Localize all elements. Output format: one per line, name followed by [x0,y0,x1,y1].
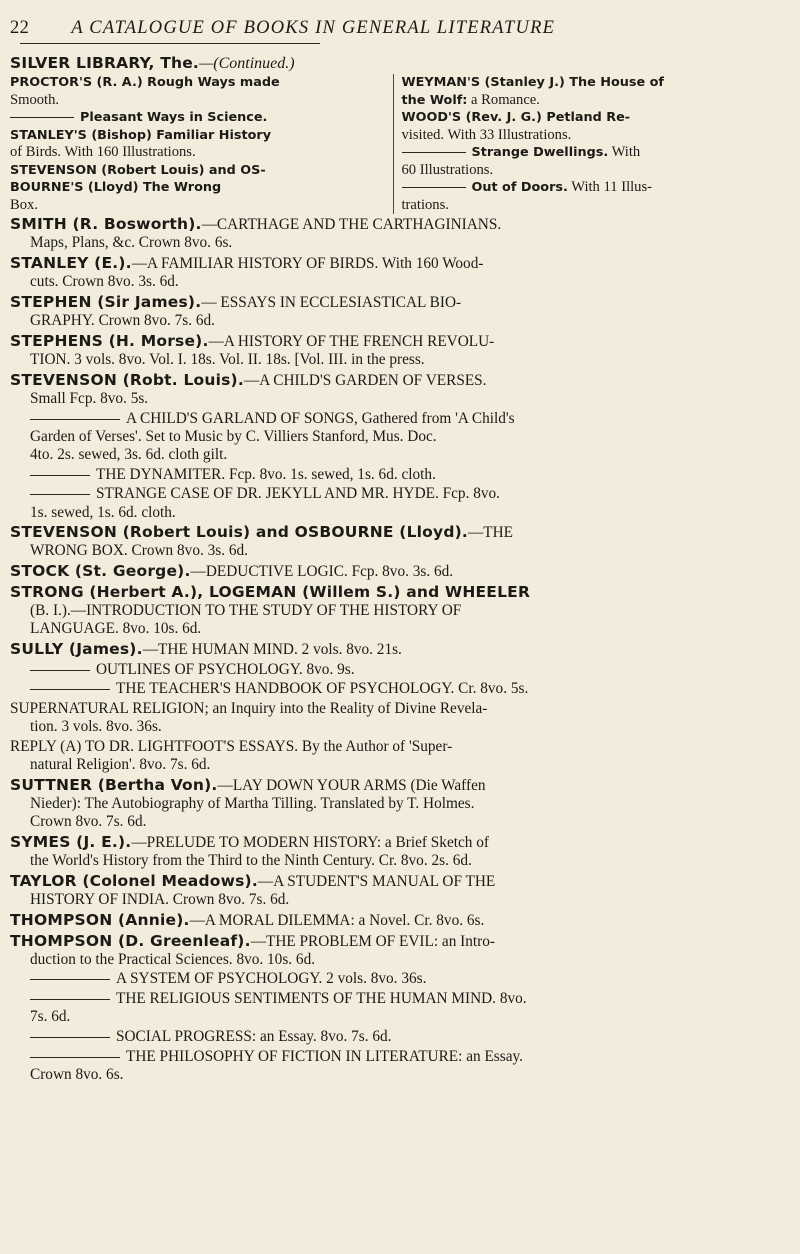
silver-entry-text: trations. [401,196,449,213]
entry-line [10,951,776,969]
entry-text: —DEDUCTIVE LOGIC. Fcp. 8vo. 3s. 6d. [190,563,454,581]
catalogue-entries [10,215,776,1084]
header-rule [20,43,320,44]
entry-text: —PRELUDE TO MODERN HISTORY: a Brief Sketch of [131,834,489,851]
silver-entry-line [10,74,385,92]
entry-text: GRAPHY. Crown 8vo. 7s. 6d. [30,312,216,330]
entry-line [10,680,776,698]
catalogue-entry [10,562,776,581]
entry-line [10,332,776,351]
silver-entry-name: WOOD'S (Rev. J. G.) Petland Re- [401,110,631,125]
silver-entry-text: of Birds. With 160 Illustrations. [10,144,196,160]
catalogue-entry [10,215,776,252]
entry-line [10,738,776,756]
silver-entry-line [10,197,385,215]
entry-text: —THE [467,524,514,542]
silver-entry-name: BOURNE'S (Lloyd) The Wrong [10,180,222,195]
entry-line [10,640,776,659]
catalogue-entry [10,1048,776,1084]
catalogue-entry [10,523,776,560]
entry-line [10,390,776,408]
entry-line [10,351,776,369]
entry-line [10,756,776,774]
entry-text: THE TEACHER'S HANDBOOK OF PSYCHOLOGY. Cr. 8vo. 5s. [116,680,529,698]
silver-entry-text: With 11 Illus- [567,179,653,195]
entry-author: STEPHENS (H. Morse). [10,331,209,350]
entry-text: SOCIAL PROGRESS: an Essay. 8vo. 7s. 6d. [116,1028,392,1046]
entry-text: THE RELIGIOUS SENTIMENTS OF THE HUMAN MIND. 8vo. [116,990,527,1008]
catalogue-entry [10,410,776,465]
ditto-rule [30,979,110,980]
entry-line [10,504,776,522]
entry-text: —A MORAL DILEMMA: a Novel. Cr. 8vo. 6s. [189,911,485,929]
catalogue-entry [10,872,776,909]
silver-entry-text: visited. With 33 Illustrations. [401,126,572,143]
entry-text: THE DYNAMITER. Fcp. 8vo. 1s. sewed, 1s. 6d. cloth. [96,465,436,483]
entry-line [10,428,776,446]
silver-entry-line [10,179,385,197]
silver-entry-line [402,109,777,127]
entry-text: 1s. sewed, 1s. 6d. cloth. [30,503,176,521]
entry-line [10,872,776,891]
entry-line [10,833,776,852]
entry-text: cuts. Crown 8vo. 3s. 6d. [30,273,179,291]
entry-line [10,1066,776,1084]
catalogue-entry [10,1028,776,1046]
entry-text: natural Religion'. 8vo. 7s. 6d. [30,756,211,774]
entry-line [10,466,776,484]
entry-text: the World's History from the Third to the Ninth Century. Cr. 8vo. 2s. 6d. [30,852,472,870]
entry-text: —THE PROBLEM OF EVIL: an Intro- [250,932,495,950]
silver-entry-name: the Wolf: [401,92,468,108]
entry-line [10,542,776,560]
running-title: A CATALOGUE OF BOOKS IN GENERAL LITERATURE [71,18,556,38]
silver-entry-line [402,179,777,197]
catalogue-entry [10,332,776,369]
entry-text: HISTORY OF INDIA. Crown 8vo. 7s. 6d. [30,891,290,909]
entry-line [10,602,776,620]
entry-line [10,485,776,503]
entry-text: THE PHILOSOPHY OF FICTION IN LITERATURE: an Essay. [126,1047,523,1065]
silver-left-column [10,74,393,214]
entry-author: THOMPSON (Annie). [10,910,190,929]
silver-entry-name: WEYMAN'S (Stanley J.) The House of [401,75,664,90]
catalogue-entry [10,466,776,484]
entry-text: —A FAMILIAR HISTORY OF BIRDS. With 160 Wood- [131,254,484,272]
entry-text: (B. I.).—INTRODUCTION TO THE STUDY OF THE HISTORY OF [30,602,462,620]
continued-note: —(Continued.) [199,55,295,72]
silver-entry-line [10,92,385,110]
entry-text: TION. 3 vols. 8vo. Vol. I. 18s. Vol. II. 18s. [Vol. III. in the press. [30,350,425,368]
ditto-rule [30,999,110,1000]
entry-text: Crown 8vo. 7s. 6d. [30,813,147,831]
entry-text: OUTLINES OF PSYCHOLOGY. 8vo. 9s. [96,660,355,678]
ditto-rule [30,689,110,690]
entry-text: 4to. 2s. sewed, 3s. 6d. cloth gilt. [30,445,228,463]
catalogue-entry [10,738,776,774]
entry-line [10,911,776,930]
ditto-rule [30,670,90,671]
entry-author: SYMES (J. E.). [10,833,132,851]
silver-entry-name: STEVENSON (Robert Louis) and OS- [10,162,266,178]
ditto-rule [30,494,90,495]
entry-text: 7s. 6d. [30,1008,71,1026]
silver-entry-line [402,144,777,162]
entry-author: SUTTNER (Bertha Von). [10,775,218,794]
entry-line [10,795,776,813]
silver-entry-line [10,144,385,162]
silver-entry-text: Box. [10,196,38,213]
silver-library-title: SILVER LIBRARY, The. [10,54,200,72]
entry-author: THOMPSON (D. Greenleaf). [10,931,251,950]
entry-line [10,312,776,330]
entry-text: Crown 8vo. 6s. [30,1065,124,1083]
catalogue-entry [10,640,776,659]
entry-text: —A CHILD'S GARDEN OF VERSES. [243,371,487,389]
ditto-rule [30,475,90,476]
entry-line [10,410,776,428]
entry-line [10,813,776,831]
catalogue-entry [10,911,776,930]
catalogue-entry [10,990,776,1026]
entry-line [10,234,776,252]
catalogue-entry [10,371,776,408]
entry-text: REPLY (A) TO DR. LIGHTFOOT'S ESSAYS. By the Author of 'Super- [10,737,453,755]
entry-line [10,620,776,638]
catalogue-entry [10,700,776,736]
entry-line [10,776,776,795]
silver-entry-name: Strange Dwellings. [471,145,609,160]
entry-line [10,970,776,988]
silver-entry-line [402,127,777,145]
entry-line [10,523,776,542]
entry-author: STOCK (St. George). [10,562,191,581]
entry-line [10,254,776,273]
catalogue-entry [10,680,776,698]
entry-text: —A HISTORY OF THE FRENCH REVOLU- [208,332,495,350]
catalogue-entry [10,833,776,870]
silver-entry-text: a Romance. [467,91,540,108]
silver-entry-name: STANLEY'S (Bishop) Familiar History [10,127,272,143]
entry-text: duction to the Practical Sciences. 8vo. 10s. 6d. [30,950,316,968]
silver-entry-name: Pleasant Ways in Science. [80,110,268,125]
entry-text: —LAY DOWN YOUR ARMS (Die Waffen [217,776,486,794]
entry-author: STEPHEN (Sir James). [10,292,202,311]
entry-author: STEVENSON (Robt. Louis). [10,370,244,389]
entry-text: Nieder): The Autobiography of Martha Tilling. Translated by T. Holmes. [30,795,475,813]
entry-line [10,371,776,390]
entry-author: STANLEY (E.). [10,253,132,272]
entry-line [10,583,776,602]
entry-text: LANGUAGE. 8vo. 10s. 6d. [30,620,202,638]
catalogue-entry [10,293,776,330]
entry-line [10,990,776,1008]
entry-text: —CARTHAGE AND THE CARTHAGINIANS. [201,216,502,233]
entry-line [10,1048,776,1066]
entry-line [10,1008,776,1026]
ditto-rule [402,187,466,188]
page-number: 22 [10,18,30,38]
entry-line [10,215,776,234]
catalogue-entry [10,254,776,291]
silver-entry-name: PROCTOR'S (R. A.) Rough Ways made [10,75,280,90]
entry-text: Maps, Plans, &c. Crown 8vo. 6s. [30,234,233,252]
entry-line [10,562,776,581]
entry-line [10,852,776,870]
entry-line [10,1028,776,1046]
entry-author: SMITH (R. Bosworth). [10,215,202,233]
entry-text: WRONG BOX. Crown 8vo. 3s. 6d. [30,542,248,560]
ditto-rule [30,1037,110,1038]
silver-entry-line [10,109,385,127]
silver-entry-line [402,74,777,92]
entry-text: Small Fcp. 8vo. 5s. [30,389,149,407]
silver-entry-line [402,92,777,110]
entry-text: tion. 3 vols. 8vo. 36s. [30,718,162,736]
silver-entry-text: 60 Illustrations. [401,161,494,178]
entry-text: Garden of Verses'. Set to Music by C. Villiers Stanford, Mus. Doc. [30,427,437,445]
silver-entry-name: Out of Doors. [471,180,568,195]
page-header [10,18,776,39]
entry-text: STRANGE CASE OF DR. JEKYLL AND MR. HYDE. Fcp. 8vo. [96,485,500,503]
catalogue-entry [10,661,776,679]
entry-author: TAYLOR (Colonel Meadows). [10,871,258,890]
silver-library-heading [10,54,776,73]
entry-line [10,446,776,464]
entry-text: —A STUDENT'S MANUAL OF THE [257,872,496,890]
entry-author: SULLY (James). [10,639,143,658]
silver-entry-text: With [608,144,641,160]
entry-text: A SYSTEM OF PSYCHOLOGY. 2 vols. 8vo. 36s. [116,970,427,988]
entry-author: STEVENSON (Robert Louis) and OSBOURNE (Lloyd). [10,523,468,542]
ditto-rule [402,152,466,153]
entry-text: — ESSAYS IN ECCLESIASTICAL BIO- [201,293,462,311]
entry-text: —THE HUMAN MIND. 2 vols. 8vo. 21s. [142,640,402,658]
catalogue-entry [10,932,776,969]
silver-entry-line [402,162,777,180]
entry-line [10,661,776,679]
catalogue-entry [10,485,776,521]
ditto-rule [10,117,74,118]
entry-line [10,932,776,951]
silver-entry-text: Smooth. [10,91,60,108]
entry-line [10,718,776,736]
catalogue-entry [10,970,776,988]
catalogue-entry [10,583,776,639]
entry-text: A CHILD'S GARLAND OF SONGS, Gathered from 'A Child's [126,409,515,427]
entry-author: STRONG (Herbert A.), LOGEMAN (Willem S.) and WHEELER [10,582,531,601]
ditto-rule [30,1057,120,1058]
silver-entry-line [10,127,385,145]
entry-line [10,273,776,291]
silver-library-columns [10,74,776,214]
entry-text: SUPERNATURAL RELIGION; an Inquiry into the Reality of Divine Revela- [10,700,488,718]
entry-line [10,293,776,312]
entry-line [10,891,776,909]
silver-entry-line [10,162,385,180]
catalogue-entry [10,776,776,832]
silver-entry-line [402,197,777,215]
ditto-rule [30,419,120,420]
silver-right-column [393,74,777,214]
entry-line [10,700,776,718]
